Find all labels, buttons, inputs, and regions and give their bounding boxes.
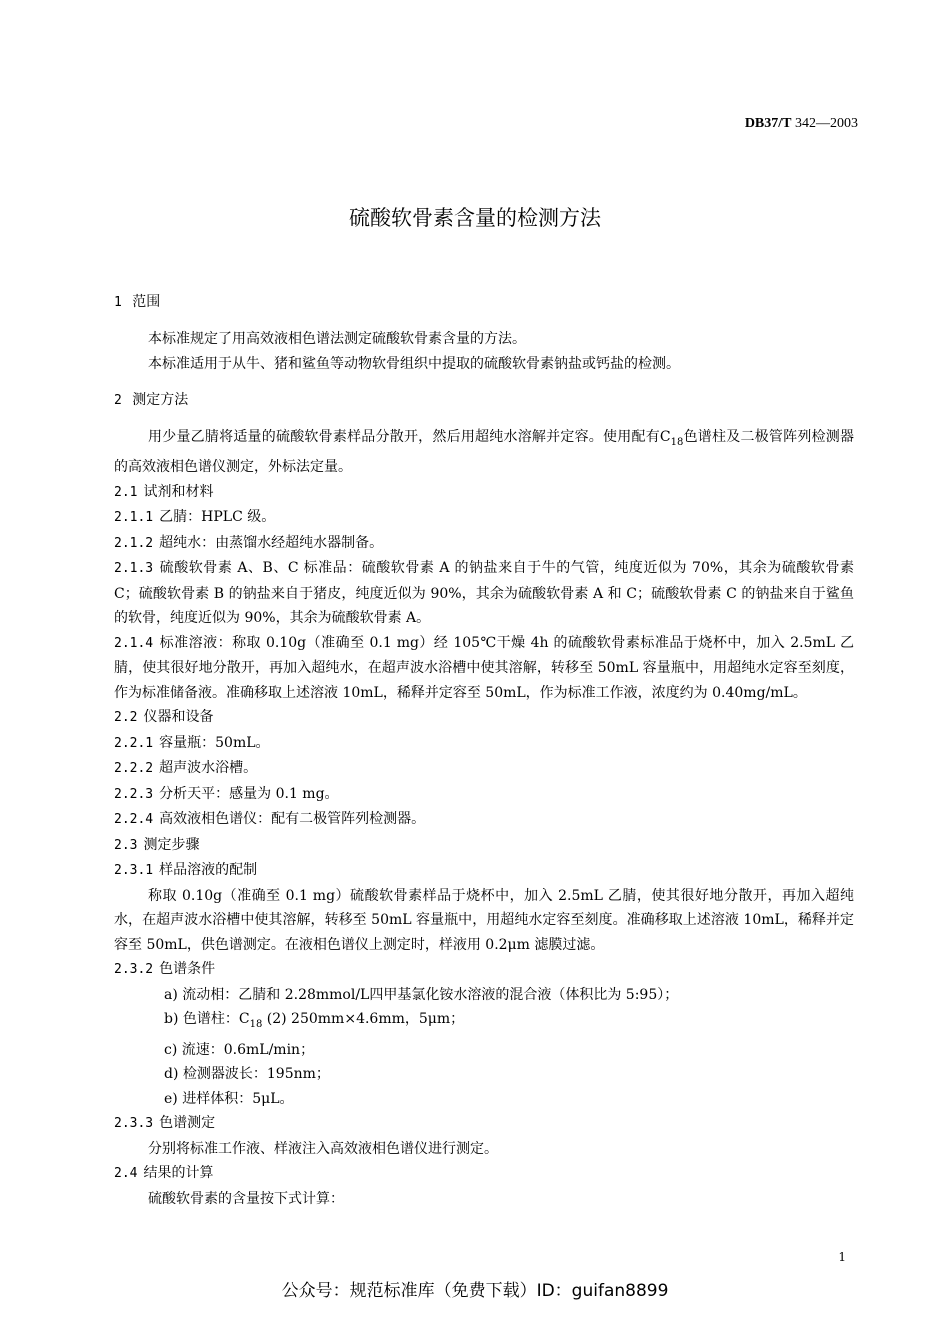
paragraph: 分别将标准工作液、样液注入高效液相色谱仪进行测定。: [148, 1140, 498, 1157]
clause-number: 2.2.4: [114, 812, 154, 828]
section-number: 2.3: [114, 837, 138, 853]
clause-number: 2.1.2: [114, 535, 154, 551]
paragraph: 称取 0.10g（准确至 0.1 mg）硫酸软骨素样品于烧杯中，加入 2.5mL 乙腈，使其很好地分散开，再加入超纯水，在超声波水浴槽中使其溶解，转移至 50mL 容量瓶中，用超纯水定容至刻度。准确移取上述溶液 10mL，稀释并定容至 50mL，供色谱测定。在液相色谱仪上测定时，样液用 0.2μm 滤膜过滤。: [114, 887, 854, 953]
clause-text: 超纯水：由蒸馏水经超纯水器制备。: [159, 534, 384, 551]
page-number: 1: [838, 1250, 846, 1264]
section-number: 2.2: [114, 710, 138, 726]
section-2-3-2-heading: [114, 957, 854, 983]
clause-text: 标准溶液：称取 0.10g（准确至 0.1 mg）经 105℃干燥 4h 的硫酸软骨素标准品于烧杯中，加入 2.5mL 乙腈，使其很好地分散开，再加入超纯水，在超声波水浴槽中使其溶解，转移至 50mL 容量瓶中，用超纯水定容至刻度，作为标准储备液。准确移取上述溶液 10mL，稀释并定容至 50mL，作为标准工作液，浓度约为 0.40mg/mL。: [114, 634, 854, 701]
text: b) 色谱柱：C: [164, 1011, 250, 1028]
clause: [114, 807, 854, 833]
standard-code: [745, 116, 858, 132]
section-2-3-heading: [114, 833, 854, 859]
clause: [114, 556, 854, 631]
paragraph: [114, 425, 854, 480]
section-title: 试剂和材料: [143, 483, 214, 500]
section-2-2-heading: [114, 705, 854, 731]
section-title: 测定步骤: [143, 836, 200, 853]
section-2-3-1-heading: [114, 858, 854, 884]
section-title: 测定方法: [132, 392, 189, 408]
clause-text: 容量瓶：50mL。: [159, 734, 270, 751]
list-item: [114, 1007, 854, 1037]
clause-number: 2.1.1: [114, 510, 154, 526]
paragraph: 硫酸软骨素的含量按下式计算：: [148, 1190, 344, 1207]
list-item: e) 进样体积：5μL。: [164, 1090, 294, 1107]
clause-number: 2.1.4: [114, 635, 154, 651]
section-title: 色谱测定: [159, 1115, 216, 1132]
clause-text: 分析天平：感量为 0.1 mg。: [159, 785, 339, 802]
section-number: 2.3.3: [114, 1116, 154, 1132]
clause: [114, 505, 854, 531]
section-2-1-heading: [114, 480, 854, 506]
section-1-heading: [114, 290, 854, 315]
subscript: 18: [670, 436, 684, 448]
section-title: 结果的计算: [143, 1165, 214, 1182]
document-title: 硫酸软骨素含量的检测方法: [349, 206, 601, 230]
clause-text: 高效液相色谱仪：配有二极管阵列检测器。: [159, 811, 426, 828]
clause-number: 2.2.3: [114, 786, 154, 802]
list-item: d) 检测器波长：195nm；: [164, 1066, 330, 1083]
clause: [114, 631, 854, 706]
section-2-3-3-heading: [114, 1111, 854, 1137]
paragraph: 本标准适用于从牛、猪和鲨鱼等动物软骨组织中提取的硫酸软骨素钠盐或钙盐的检测。: [148, 355, 680, 372]
section-number: 1: [114, 295, 122, 310]
text: (2) 250mm×4.6mm，5μm；: [262, 1011, 465, 1028]
standard-code-number: 342—2003: [791, 116, 858, 131]
clause-text: 硫酸软骨素 A、B、C 标准品：硫酸软骨素 A 的钠盐来自于牛的气管，纯度近似为 70%，其余为硫酸软骨素 C；硫酸软骨素 B 的钠盐来自于猪皮，纯度近似为 90%，其余为硫酸软骨素 A 和 C；硫酸软骨素 C 的钠盐来自于鲨鱼的软骨，纯度近似为 90%，其余为硫酸软骨素 A。: [114, 560, 854, 627]
section-2-4-heading: [114, 1161, 854, 1187]
clause-text: 超声波水浴槽。: [159, 760, 258, 777]
list-item: c) 流速：0.6mL/min；: [164, 1041, 315, 1058]
footer-watermark: 公众号：规范标准库（免费下载）ID：guifan8899: [281, 1281, 669, 1301]
clause-number: 2.2.2: [114, 761, 154, 777]
section-title: 仪器和设备: [143, 709, 214, 726]
section-number: 2.3.2: [114, 962, 154, 978]
paragraph: 本标准规定了用高效液相色谱法测定硫酸软骨素含量的方法。: [148, 331, 526, 347]
section-number: 2.3.1: [114, 863, 154, 879]
section-title: 色谱条件: [159, 961, 216, 978]
subscript: 18: [249, 1019, 263, 1031]
clause-number: 2.1.3: [114, 561, 154, 577]
section-number: 2.4: [114, 1166, 138, 1182]
section-number: 2: [114, 393, 122, 408]
clause: [114, 531, 854, 557]
clause: [114, 782, 854, 808]
clause-number: 2.2.1: [114, 735, 154, 751]
text: 色谱柱及二极管阵列检测器的高效液相色谱仪测定，外标法定量。: [114, 429, 854, 476]
text: 用少量乙腈将适量的硫酸软骨素样品分散开，然后用超纯水溶解并定容。使用配有C: [148, 429, 671, 445]
section-title: 范围: [132, 294, 161, 310]
standard-code-prefix: DB37/T: [744, 116, 792, 131]
section-number: 2.1: [114, 484, 138, 500]
document-body: [114, 290, 854, 1211]
clause: [114, 756, 854, 782]
section-2-heading: [114, 388, 854, 413]
clause-text: 乙腈：HPLC 级。: [159, 509, 276, 526]
section-title: 样品溶液的配制: [159, 862, 258, 879]
list-item: a) 流动相：乙腈和 2.28mmol/L四甲基氯化铵水溶液的混合液（体积比为 5:95）；: [164, 986, 679, 1003]
clause: [114, 731, 854, 757]
